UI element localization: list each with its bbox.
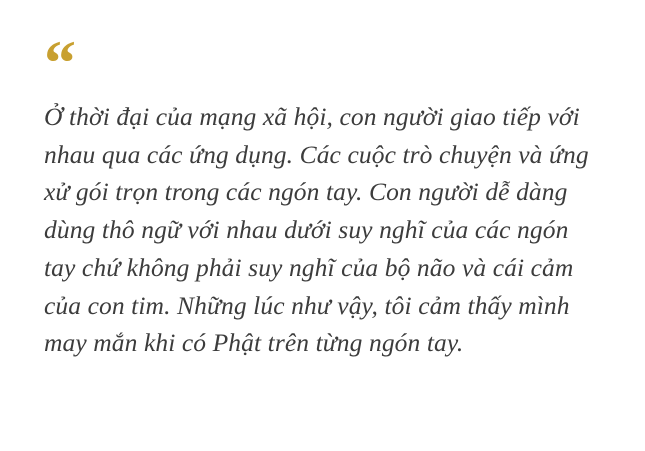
quotation-mark-icon: “ — [44, 27, 74, 98]
pullquote-text: Ở thời đại của mạng xã hội, con người giao tiếp với nhau qua các ứng dụng. Các cuộc trò chuyện và ứng xử gói trọn trong các ngón tay. Con người dễ dàng dùng thô ngữ với nhau dưới suy nghĩ của các ngón tay chứ không phải suy nghĩ của bộ não và cái cảm của con tim. Những lúc như vậy, tôi cảm thấy mình may mắn khi có Phật trên từng ngón tay. — [44, 102, 596, 358]
